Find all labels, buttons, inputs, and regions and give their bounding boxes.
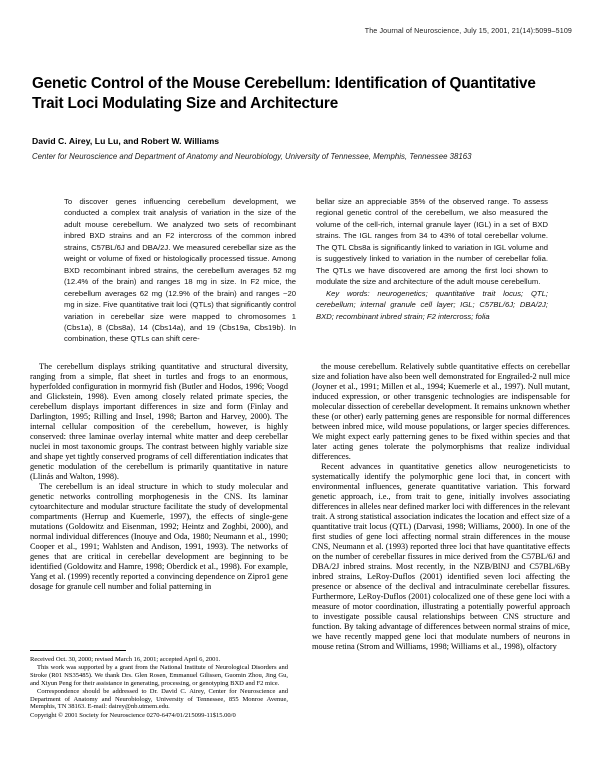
body-paragraph: the mouse cerebellum. Relatively subtle quantitative effects on cerebellar size and foliation have also been well demonstrated for Engrailed-2 null mice (Joyner et al., 1991; Millen et al., 1994; Kuemerle et al., 1997). Null mutant, induced expression, or other transgenic technologies are indispensable for molecular dissection of cerebellar development. It remains unknown whether these (or other) early patterning genes are responsible for normal differences between inbred mice, wild mouse populations, or larger species differences. We might expect early patterning genes to be fixed within species and that later acting genes tolerate the polymorphisms that realize individual differences. [312, 362, 570, 461]
body-paragraph: The cerebellum is an ideal structure in which to study molecular and genetic networks controlling morphogenesis in the CNS. Its laminar cytoarchitecture and modular structure facilitate the study of developmental compartments (Herrup and Kuemerle, 1997), the effects of single-gene mutations (Goldowitz and Eisenman, 1992; Heintz and Zoghbi, 2000), and normal individual differences (Inouye and Oda, 1980; Neumann et al., 1990; Cooper et al., 1991; Wahlsten and Andison, 1991, 1993). The networks of genes that are critical in cerebellar development are beginning to be identified (Goldowitz and Hamre, 1998; Oberdick et al., 1998). For example, Yang et al. (1999) recently reported a convincing dependence on Zipro1 gene dosage for granule cell number and folial patterning in [30, 481, 288, 591]
abstract-column-right [316, 196, 548, 345]
abstract-column-left [64, 196, 296, 345]
affiliation: Center for Neuroscience and Department of Anatomy and Neurobiology, University of Tennessee, Memphis, Tennessee 38163 [32, 152, 472, 161]
footnote-copyright: Copyright © 2001 Society for Neuroscience 0270-6474/01/215099-11$15.00/0 [30, 712, 236, 720]
page-title: Genetic Control of the Mouse Cerebellum: Identification of Quantitative Trait Loci Modulating Size and Architecture [32, 75, 536, 112]
body-paragraph: Recent advances in quantitative genetics allow neurogeneticists to systematically identify the polymorphic gene loci that, in concert with environmental influences, generate quantitative variation. This forward genetic approach, i.e., from trait to gene, initially involves associating differences in alleles near defined marker loci with differences in the relevant trait. A strong statistical association indicates the location and effect size of a quantitative trait locus (QTL) (Darvasi, 1998; Williams, 2000). In one of the first studies of gene loci affecting normal strain differences in the mouse CNS, Neumann et al. (1993) reported three loci that have quantitative effects on the number of cerebellar fissures in mice derived from the C57BL/6J and DBA/2J inbred strains. Most recently, in the NZB/BlNJ and C57BL/6By inbred strains, LeRoy-Duflos (2001) identified seven loci affecting the presence or absence of the declival and intraculminate cerebellar fissures. Furthermore, LeRoy-Duflos (2001) colocalized one of these gene loci with a measure of motor coordination, illustrating a potentially powerful approach to investigate possible causal relationships between CNS structure and function. By taking advantage of differences between normal strains of mice, we have recently mapped gene loci that modulate numbers of neurons in mouse retina (Strom and Williams, 1998; Williams et al., 1998), olfactory [312, 461, 570, 651]
abstract [64, 196, 548, 345]
running-head: The Journal of Neuroscience, July 15, 2001, 21(14):5099–5109 [364, 27, 572, 35]
footnote-received: Received Oct. 30, 2000; revised March 16, 2001; accepted April 6, 2001. [30, 656, 221, 663]
body-column-left [30, 362, 288, 652]
body-columns [30, 362, 570, 652]
author-list: David C. Airey, Lu Lu, and Robert W. Williams [32, 136, 220, 146]
footnote-correspondence: Correspondence should be addressed to Dr. David C. Airey, Center for Neuroscience and Department of Anatomy and Neurobiology, University of Tennessee, 855 Monroe Avenue, Memphis, TN 38163. E-mail: dairey@nb.utmem.edu. [30, 687, 288, 711]
body-paragraph: The cerebellum displays striking quantitative and structural diversity, ranging from a simple, flat sheet in turtles and frogs to an enormous, hyperfolded configuration in mormyrid fish (Butler and Hodos, 1996; Voogd and Glickstein, 1998). Even among closely related primate species, the cerebellum displays important differences in size and form (Finlay and Darlington, 1995; Rilling and Insel, 1998; Barton and Harvey, 2000). The internal cellular composition of the cerebellum, however, is highly conserved: three laminae overlay internal white matter and deep cerebellar nuclei in most taxonomic groups. The contrast between highly variable size and shape yet tightly conserved programs of cell differentiation indicates that genetic modulation of the cerebellum is primarily quantitative in nature (Llinás and Walton, 1998). [30, 362, 288, 481]
footnote-divider [30, 650, 126, 651]
keywords: Key words: neurogenetics; quantitative trait locus; QTL; cerebellum; internal granule cell layer; IGL; C57BL/6J; DBA/2J; BXD; recombinant inbred strain; F2 intercross; folia [316, 288, 548, 321]
abstract-text-left: To discover genes influencing cerebellum development, we conducted a complex trait analysis of variation in the size of the adult mouse cerebellum. We analyzed two sets of recombinant inbred BXD strains and an F2 intercross of the common inbred strains, C57BL/6J and DBA/2J. We measured cerebellar size as the weight or volume of fixed or histologically processed tissue. Among BXD recombinant inbred strains, the cerebellum averages 52 mg (12.4% of the brain) and ranges 18 mg in size. In F2 mice, the cerebellum averages 62 mg (12.9% of the brain) and ranges ~20 mg in size. Five quantitative trait loci (QTLs) that significantly control variation in cerebellar size were mapped to chromosomes 1 (Cbs1a), 8 (Cbs8a), 14 (Cbs14a), and 19 (Cbs19a, Cbs19b). In combination, these QTLs can shift cere- [64, 197, 296, 344]
abstract-text-right: bellar size an appreciable 35% of the observed range. To assess regional genetic control of the cerebellum, we also measured the volume of the cell-rich, internal granule layer (IGL) in a set of BXD strains. The IGL ranges from 34 to 43% of total cerebellar volume. The QTL Cbs8a is significantly linked to variation in IGL volume and is suggestively linked to variation in the number of cerebellar folia. The QTLs we have discovered are among the first loci shown to modulate the size and architecture of the adult mouse cerebellum. [316, 197, 548, 287]
footnote-acknowledgment: This work was supported by a grant from the National Institute of Neurological Disorders and Stroke (R01 NS35485). We thank Drs. Glen Rosen, Emmanuel Gilissen, Guomin Zhou, Jing Gu, and Xiyun Peng for their assistance in generating, processing, or genotyping BXD and F2 mice. [30, 663, 288, 687]
body-column-right [312, 362, 570, 652]
title-block [32, 74, 568, 162]
footnote-block [30, 650, 288, 720]
